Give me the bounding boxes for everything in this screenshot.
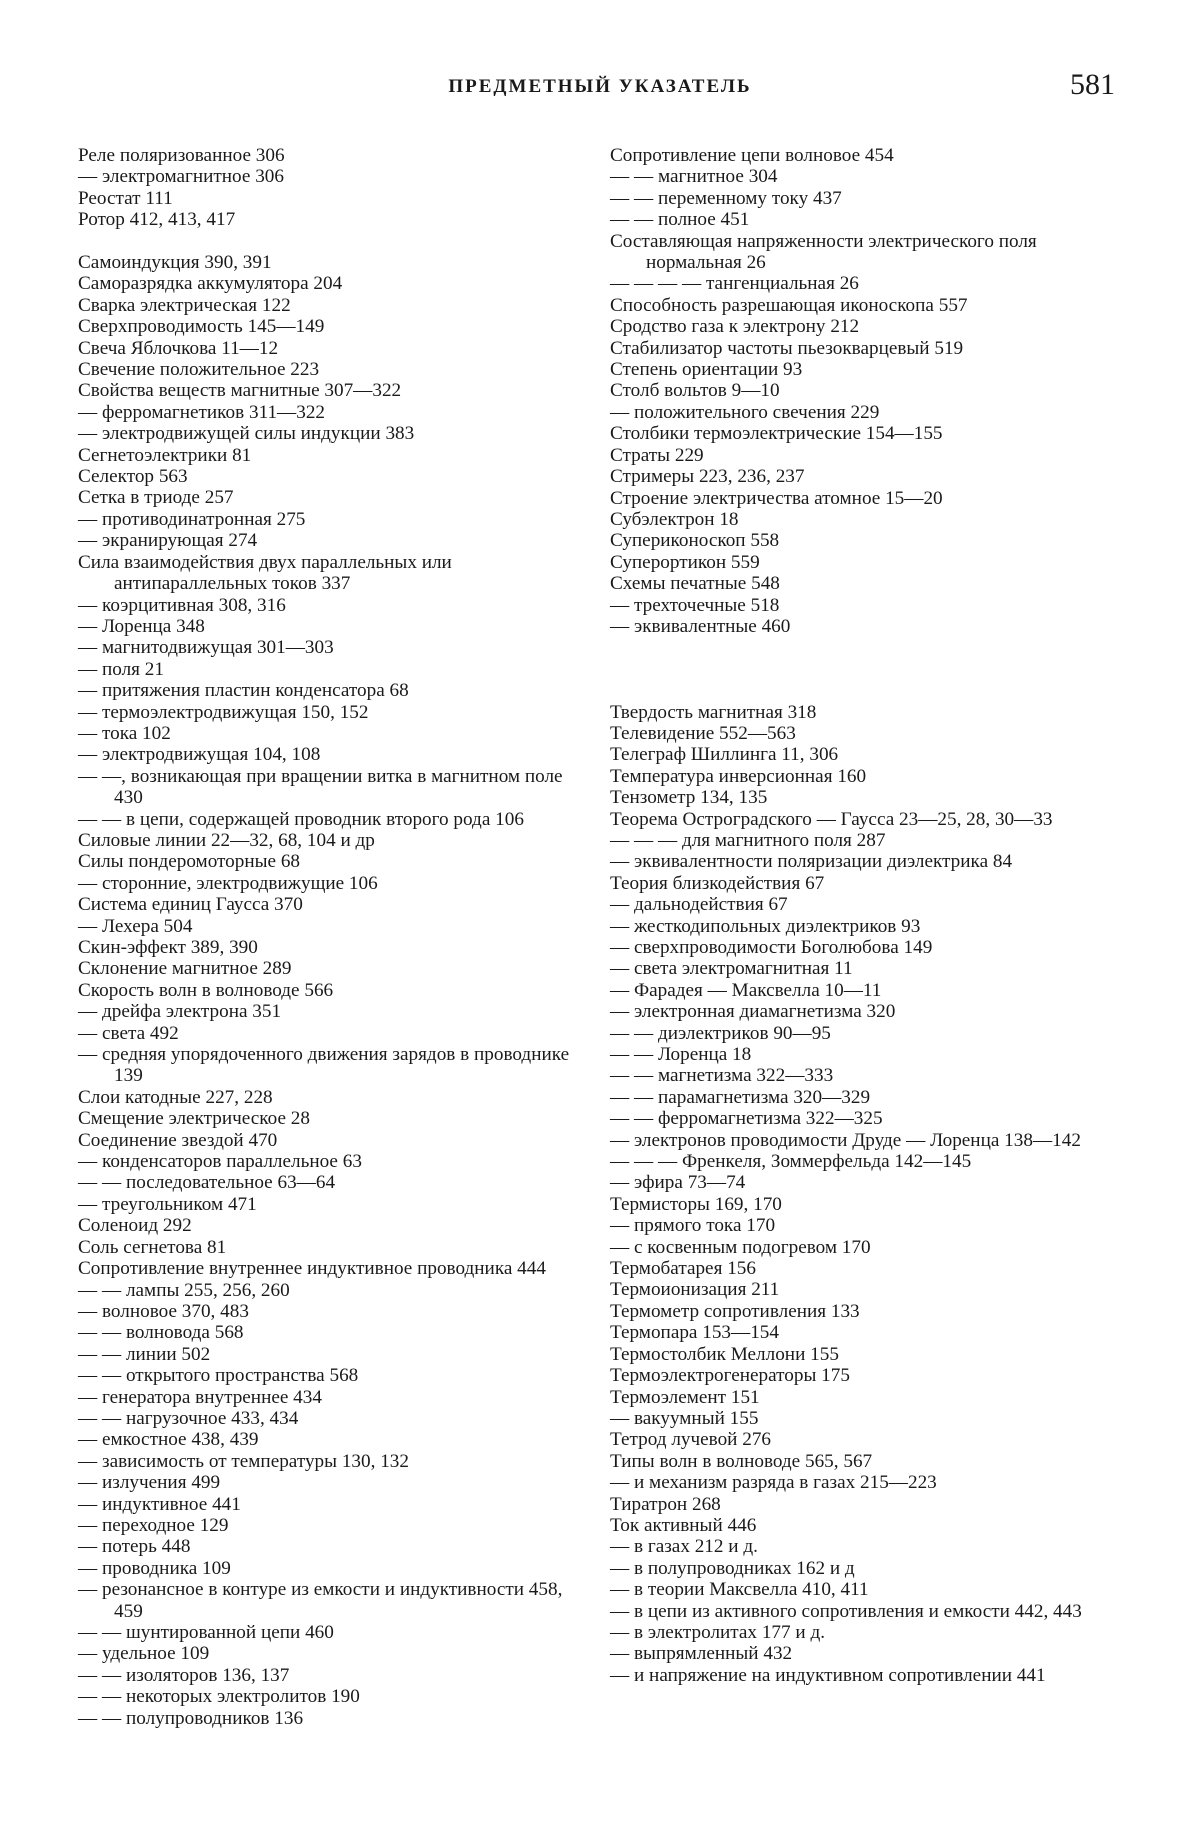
index-entry: — света 492: [78, 1022, 179, 1044]
index-entry: — в цепи из активного сопротивления и емкости 442, 443: [610, 1600, 1082, 1622]
index-entry: — — полупроводников 136: [78, 1707, 304, 1729]
index-entry: Суперортикон 559: [610, 551, 760, 573]
index-entry: — света электромагнитная 11: [610, 958, 853, 980]
index-entry: Телеграф Шиллинга 11, 306: [610, 744, 839, 766]
index-entry: — — нагрузочное 433, 434: [78, 1407, 299, 1429]
index-entry: Термостолбик Меллони 155: [610, 1343, 839, 1365]
index-entry: Строение электричества атомное 15—20: [610, 487, 943, 509]
index-entry: Столб вольтов 9—10: [610, 380, 780, 402]
index-entry: — — лампы 255, 256, 260: [78, 1279, 290, 1301]
index-entry: — средняя упорядоченного движения зарядов в проводнике 139: [78, 1044, 570, 1087]
index-entry: — дрейфа электрона 351: [78, 1001, 282, 1023]
index-entry: — и напряжение на индуктивном сопротивлении 441: [610, 1664, 1046, 1686]
index-entry: Термобатарея 156: [610, 1258, 756, 1280]
index-entry: — Лоренца 348: [78, 615, 205, 637]
index-entry: Слои катодные 227, 228: [78, 1086, 273, 1108]
index-entry: — электронов проводимости Друде — Лоренца 138—142: [610, 1129, 1081, 1151]
index-entry: — с косвенным подогревом 170: [610, 1236, 871, 1258]
index-entry: Термоэлемент 151: [610, 1386, 760, 1408]
index-entry: — удельное 109: [78, 1643, 210, 1665]
index-entry: Соленоид 292: [78, 1215, 192, 1237]
index-entry: Столбики термоэлектрические 154—155: [610, 423, 943, 445]
index-entry: — прямого тока 170: [610, 1215, 776, 1237]
index-entry: — — — для магнитного поля 287: [610, 829, 886, 851]
index-entry: — —, возникающая при вращении витка в магнитном поле 430: [78, 765, 563, 809]
index-entry: Субэлектрон 18: [610, 508, 739, 530]
index-entry: — эквивалентности поляризации диэлектрика 84: [610, 851, 1013, 873]
index-entry: Свойства веществ магнитные 307—322: [78, 380, 402, 402]
index-entry: Составляющая напряженности электрического поля нормальная 26: [610, 230, 1037, 274]
index-entry: — Фарадея — Максвелла 10—11: [610, 979, 882, 1001]
index-entry: Смещение электрическое 28: [78, 1108, 310, 1130]
index-entry: Сетка в триоде 257: [78, 487, 234, 509]
index-entry: — генератора внутреннее 434: [78, 1386, 322, 1408]
index-entry: Свеча Яблочкова 11—12: [78, 337, 279, 359]
index-entry: Силовые линии 22—32, 68, 104 и др: [78, 829, 375, 851]
index-entry: Сегнетоэлектрики 81: [78, 444, 252, 466]
section-gap: [78, 231, 593, 252]
index-entry: Твердость магнитная 318: [610, 701, 817, 723]
index-entry: — эквивалентные 460: [610, 615, 791, 637]
index-entry: — — парамагнетизма 320—329: [610, 1086, 871, 1108]
index-entry: — — ферромагнетизма 322—325: [610, 1108, 883, 1130]
index-entry: — электромагнитное 306: [78, 166, 284, 188]
index-entry: — ферромагнетиков 311—322: [78, 401, 326, 423]
index-entry: — — некоторых электролитов 190: [78, 1686, 360, 1708]
index-entry: Сопротивление цепи волновое 454: [610, 145, 894, 166]
section-gap: [610, 659, 1125, 680]
index-entry: Соединение звездой 470: [78, 1129, 278, 1151]
index-entry: Температура инверсионная 160: [610, 765, 867, 787]
index-entry: — — — — тангенциальная 26: [610, 273, 859, 295]
index-entry: — потерь 448: [78, 1536, 191, 1558]
index-entry: — сверхпроводимости Боголюбова 149: [610, 936, 933, 958]
index-entry: Свечение положительное 223: [78, 359, 320, 381]
index-entry: — Лехера 504: [78, 915, 193, 937]
index-entry: — проводника 109: [78, 1557, 231, 1579]
section-gap: [610, 637, 1125, 658]
index-entry: — электронная диамагнетизма 320: [610, 1001, 896, 1023]
index-entry: — — магнитное 304: [610, 166, 778, 188]
index-entry: — конденсаторов параллельное 63: [78, 1151, 362, 1173]
index-entry: — дальнодействия 67: [610, 894, 788, 916]
index-entry: — индуктивное 441: [78, 1493, 241, 1515]
index-entry: — зависимость от температуры 130, 132: [78, 1450, 409, 1472]
index-entry: Реле поляризованное 306: [78, 145, 285, 166]
index-column-right: [610, 145, 1125, 1686]
index-entry: Силы пондеромоторные 68: [78, 851, 301, 873]
index-entry: Термисторы 169, 170: [610, 1193, 782, 1215]
index-entry: — — — Френкеля, Зоммерфельда 142—145: [610, 1151, 972, 1173]
index-entry: — экранирующая 274: [78, 530, 258, 552]
index-entry: Стабилизатор частоты пьезокварцевый 519: [610, 337, 964, 359]
index-entry: — — шунтированной цепи 460: [78, 1622, 334, 1644]
index-entry: — переходное 129: [78, 1514, 229, 1536]
index-entry: Термоионизация 211: [610, 1279, 780, 1301]
index-entry: Сопротивление внутреннее индуктивное проводника 444: [78, 1258, 546, 1280]
index-entry: Теорема Остроградского — Гаусса 23—25, 28, 30—33: [610, 808, 1053, 830]
index-entry: Самоиндукция 390, 391: [78, 252, 272, 274]
index-entry: — излучения 499: [78, 1472, 221, 1494]
index-entry: — жесткодипольных диэлектриков 93: [610, 915, 921, 937]
index-entry: — и механизм разряда в газах 215—223: [610, 1472, 937, 1494]
index-entry: Тензометр 134, 135: [610, 787, 768, 809]
index-entry: Реостат 111: [78, 187, 173, 209]
index-entry: — коэрцитивная 308, 316: [78, 594, 286, 616]
index-entry: — в газах 212 и д.: [610, 1536, 758, 1558]
index-entry: Стримеры 223, 236, 237: [610, 466, 805, 488]
index-entry: Степень ориентации 93: [610, 359, 803, 381]
index-entry: Саморазрядка аккумулятора 204: [78, 273, 343, 295]
index-entry: — в полупроводниках 162 и д: [610, 1557, 855, 1579]
index-entry: — в теории Максвелла 410, 411: [610, 1579, 869, 1601]
index-entry: — выпрямленный 432: [610, 1643, 793, 1665]
index-entry: — емкостное 438, 439: [78, 1429, 259, 1451]
index-entry: — вакуумный 155: [610, 1407, 759, 1429]
index-entry: Склонение магнитное 289: [78, 958, 292, 980]
page-number: 581: [1070, 68, 1115, 101]
index-entry: — треугольником 471: [78, 1193, 257, 1215]
index-entry: — противодинатронная 275: [78, 508, 306, 530]
index-entry: — — открытого пространства 568: [78, 1365, 359, 1387]
index-entry: — электродвижущая 104, 108: [78, 744, 321, 766]
index-entry: Схемы печатные 548: [610, 573, 780, 595]
index-entry: — — полное 451: [610, 209, 750, 231]
index-entry: Соль сегнетова 81: [78, 1236, 227, 1258]
index-entry: Сила взаимодействия двух параллельных или антипараллельных токов 337: [78, 551, 452, 595]
index-entry: — — линии 502: [78, 1343, 211, 1365]
index-entry: Супериконоскоп 558: [610, 530, 780, 552]
index-entry: — трехточечные 518: [610, 594, 780, 616]
index-entry: Теория близкодействия 67: [610, 872, 825, 894]
index-entry: Сварка электрическая 122: [78, 294, 291, 316]
index-entry: — волновое 370, 483: [78, 1300, 249, 1322]
page-header: [0, 68, 1200, 112]
running-title: ПРЕДМЕТНЫЙ УКАЗАТЕЛЬ: [448, 76, 752, 97]
index-entry: Тиратрон 268: [610, 1493, 721, 1515]
index-entry: Телевидение 552—563: [610, 722, 796, 744]
index-entry: — — Лоренца 18: [610, 1044, 752, 1066]
index-entry: — тока 102: [78, 722, 171, 744]
index-entry: — резонансное в контуре из емкости и индуктивности 458, 459: [78, 1579, 563, 1622]
index-entry: — — последовательное 63—64: [78, 1172, 336, 1194]
index-entry: Термопара 153—154: [610, 1322, 779, 1344]
index-entry: — термоэлектродвижущая 150, 152: [78, 701, 369, 723]
index-entry: Сверхпроводимость 145—149: [78, 316, 325, 338]
section-gap: [610, 680, 1125, 701]
index-entry: — электродвижущей силы индукции 383: [78, 423, 415, 445]
index-entry: Термоэлектрогенераторы 175: [610, 1365, 850, 1387]
index-entry: — эфира 73—74: [610, 1172, 746, 1194]
index-entry: — сторонние, электродвижущие 106: [78, 872, 378, 894]
index-entry: — — переменному току 437: [610, 187, 842, 209]
index-entry: Типы волн в волноводе 565, 567: [610, 1450, 873, 1472]
index-entry: — — магнетизма 322—333: [610, 1065, 834, 1087]
index-entry: — — диэлектриков 90—95: [610, 1022, 831, 1044]
index-entry: Сродство газа к электрону 212: [610, 316, 860, 338]
index-entry: — притяжения пластин конденсатора 68: [78, 680, 409, 702]
index-entry: — поля 21: [78, 658, 164, 680]
index-entry: — магнитодвижущая 301—303: [78, 637, 334, 659]
index-entry: Термометр сопротивления 133: [610, 1300, 860, 1322]
index-entry: Скорость волн в волноводе 566: [78, 979, 334, 1001]
index-entry: — — изоляторов 136, 137: [78, 1664, 290, 1686]
index-entry: Ротор 412, 413, 417: [78, 209, 236, 231]
index-entry: Скин-эффект 389, 390: [78, 937, 258, 959]
index-column-left: [78, 145, 593, 1729]
index-entry: Селектор 563: [78, 466, 188, 488]
index-entry: Тетрод лучевой 276: [610, 1429, 772, 1451]
index-entry: — в электролитах 177 и д.: [610, 1621, 826, 1643]
index-entry: — — в цепи, содержащей проводник второго рода 106: [78, 808, 524, 830]
index-entry: Система единиц Гаусса 370: [78, 894, 303, 916]
index-entry: Способность разрешающая иконоскопа 557: [610, 294, 968, 316]
index-entry: — положительного свечения 229: [610, 401, 880, 423]
index-entry: Ток активный 446: [610, 1514, 757, 1536]
index-entry: Страты 229: [610, 444, 704, 466]
index-entry: — — волновода 568: [78, 1322, 244, 1344]
